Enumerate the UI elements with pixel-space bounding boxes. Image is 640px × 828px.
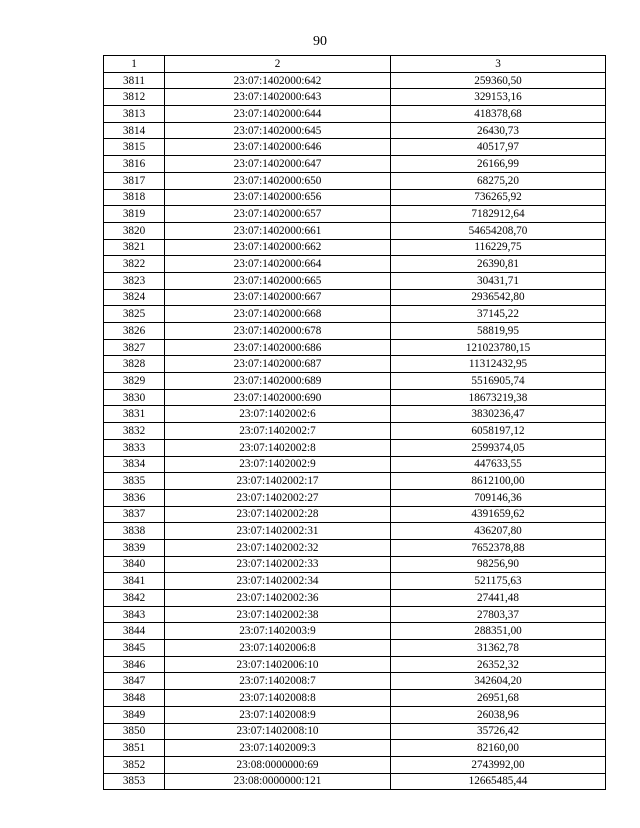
row-number-cell: 3841 (104, 573, 165, 590)
value-cell: 58819,95 (391, 323, 606, 340)
table-row (104, 623, 606, 640)
cadastral-number-cell: 23:08:0000000:121 (165, 773, 391, 790)
cadastral-number-cell: 23:07:1402000:642 (165, 72, 391, 89)
row-number-cell: 3811 (104, 72, 165, 89)
table-row (104, 206, 606, 223)
value-cell: 116229,75 (391, 239, 606, 256)
cadastral-number-cell: 23:07:1402000:678 (165, 323, 391, 340)
cadastral-number-cell: 23:07:1402000:646 (165, 139, 391, 156)
table-row (104, 256, 606, 273)
cadastral-number-cell: 23:07:1402000:667 (165, 289, 391, 306)
value-cell: 3830236,47 (391, 406, 606, 423)
table-row (104, 239, 606, 256)
row-number-cell: 3832 (104, 423, 165, 440)
value-cell: 447633,55 (391, 456, 606, 473)
table-row (104, 356, 606, 373)
cadastral-number-cell: 23:07:1402002:7 (165, 423, 391, 440)
row-number-cell: 3826 (104, 323, 165, 340)
table-row (104, 222, 606, 239)
table-row (104, 423, 606, 440)
value-cell: 709146,36 (391, 489, 606, 506)
value-cell: 26390,81 (391, 256, 606, 273)
cadastral-number-cell: 23:07:1402002:34 (165, 573, 391, 590)
row-number-cell: 3814 (104, 122, 165, 139)
table-row (104, 172, 606, 189)
row-number-cell: 3827 (104, 339, 165, 356)
table-row (104, 573, 606, 590)
table-row (104, 139, 606, 156)
row-number-cell: 3828 (104, 356, 165, 373)
value-cell: 68275,20 (391, 172, 606, 189)
table-row (104, 690, 606, 707)
value-cell: 54654208,70 (391, 222, 606, 239)
cadastral-number-cell: 23:07:1402000:664 (165, 256, 391, 273)
cadastral-number-cell: 23:07:1402000:690 (165, 389, 391, 406)
value-cell: 37145,22 (391, 306, 606, 323)
table-row (104, 289, 606, 306)
table-row (104, 556, 606, 573)
row-number-cell: 3835 (104, 473, 165, 490)
table-row (104, 189, 606, 206)
cadastral-number-cell: 23:07:1402008:8 (165, 690, 391, 707)
cadastral-number-cell: 23:07:1402002:6 (165, 406, 391, 423)
table-row (104, 106, 606, 123)
value-cell: 342604,20 (391, 673, 606, 690)
value-cell: 12665485,44 (391, 773, 606, 790)
cadastral-number-cell: 23:07:1402002:27 (165, 489, 391, 506)
table-row (104, 656, 606, 673)
cadastral-number-cell: 23:07:1402000:657 (165, 206, 391, 223)
value-cell: 418378,68 (391, 106, 606, 123)
row-number-cell: 3833 (104, 439, 165, 456)
table-row (104, 606, 606, 623)
value-cell: 7652378,88 (391, 539, 606, 556)
cadastral-number-cell: 23:07:1402002:17 (165, 473, 391, 490)
cadastral-number-cell: 23:08:0000000:69 (165, 756, 391, 773)
table-row (104, 473, 606, 490)
row-number-cell: 3816 (104, 156, 165, 173)
cadastral-number-cell: 23:07:1402002:31 (165, 523, 391, 540)
cadastral-number-cell: 23:07:1402000:668 (165, 306, 391, 323)
row-number-cell: 3829 (104, 373, 165, 390)
value-cell: 2936542,80 (391, 289, 606, 306)
row-number-cell: 3822 (104, 256, 165, 273)
table-body (104, 72, 606, 790)
value-cell: 259360,50 (391, 72, 606, 89)
table-row (104, 590, 606, 607)
value-cell: 4391659,62 (391, 506, 606, 523)
value-cell: 521175,63 (391, 573, 606, 590)
cadastral-number-cell: 23:07:1402000:689 (165, 373, 391, 390)
row-number-cell: 3839 (104, 539, 165, 556)
table-row (104, 323, 606, 340)
table-row (104, 272, 606, 289)
data-table (103, 55, 606, 790)
table-row (104, 439, 606, 456)
table-row (104, 640, 606, 657)
table-row (104, 523, 606, 540)
value-cell: 26951,68 (391, 690, 606, 707)
value-cell: 288351,00 (391, 623, 606, 640)
row-number-cell: 3820 (104, 222, 165, 239)
cadastral-number-cell: 23:07:1402008:10 (165, 723, 391, 740)
value-cell: 98256,90 (391, 556, 606, 573)
value-cell: 8612100,00 (391, 473, 606, 490)
table-row (104, 723, 606, 740)
table-row (104, 389, 606, 406)
column-header-1: 1 (104, 56, 165, 73)
table-row (104, 72, 606, 89)
value-cell: 6058197,12 (391, 423, 606, 440)
row-number-cell: 3842 (104, 590, 165, 607)
value-cell: 11312432,95 (391, 356, 606, 373)
value-cell: 30431,71 (391, 272, 606, 289)
cadastral-number-cell: 23:07:1402006:10 (165, 656, 391, 673)
cadastral-number-cell: 23:07:1402006:8 (165, 640, 391, 657)
cadastral-number-cell: 23:07:1402008:7 (165, 673, 391, 690)
row-number-cell: 3844 (104, 623, 165, 640)
row-number-cell: 3819 (104, 206, 165, 223)
table-row (104, 756, 606, 773)
value-cell: 27803,37 (391, 606, 606, 623)
table-row (104, 740, 606, 757)
table-row (104, 673, 606, 690)
table-row (104, 156, 606, 173)
row-number-cell: 3818 (104, 189, 165, 206)
table-row (104, 406, 606, 423)
row-number-cell: 3836 (104, 489, 165, 506)
cadastral-number-cell: 23:07:1402000:643 (165, 89, 391, 106)
row-number-cell: 3825 (104, 306, 165, 323)
column-header-2: 2 (165, 56, 391, 73)
row-number-cell: 3837 (104, 506, 165, 523)
row-number-cell: 3813 (104, 106, 165, 123)
row-number-cell: 3849 (104, 706, 165, 723)
cadastral-number-cell: 23:07:1402000:686 (165, 339, 391, 356)
row-number-cell: 3838 (104, 523, 165, 540)
row-number-cell: 3821 (104, 239, 165, 256)
row-number-cell: 3830 (104, 389, 165, 406)
value-cell: 436207,80 (391, 523, 606, 540)
value-cell: 26430,73 (391, 122, 606, 139)
table-row (104, 506, 606, 523)
cadastral-number-cell: 23:07:1402000:656 (165, 189, 391, 206)
value-cell: 26166,99 (391, 156, 606, 173)
cadastral-number-cell: 23:07:1402002:9 (165, 456, 391, 473)
cadastral-number-cell: 23:07:1402000:650 (165, 172, 391, 189)
row-number-cell: 3812 (104, 89, 165, 106)
table-row (104, 122, 606, 139)
cadastral-number-cell: 23:07:1402002:33 (165, 556, 391, 573)
row-number-cell: 3852 (104, 756, 165, 773)
value-cell: 736265,92 (391, 189, 606, 206)
row-number-cell: 3815 (104, 139, 165, 156)
value-cell: 18673219,38 (391, 389, 606, 406)
cadastral-number-cell: 23:07:1402002:8 (165, 439, 391, 456)
row-number-cell: 3823 (104, 272, 165, 289)
cadastral-number-cell: 23:07:1402002:28 (165, 506, 391, 523)
row-number-cell: 3851 (104, 740, 165, 757)
cadastral-number-cell: 23:07:1402000:662 (165, 239, 391, 256)
cadastral-number-cell: 23:07:1402000:647 (165, 156, 391, 173)
cadastral-number-cell: 23:07:1402000:665 (165, 272, 391, 289)
value-cell: 27441,48 (391, 590, 606, 607)
cadastral-number-cell: 23:07:1402002:36 (165, 590, 391, 607)
cadastral-number-cell: 23:07:1402008:9 (165, 706, 391, 723)
row-number-cell: 3847 (104, 673, 165, 690)
value-cell: 5516905,74 (391, 373, 606, 390)
table-row (104, 89, 606, 106)
row-number-cell: 3845 (104, 640, 165, 657)
cadastral-number-cell: 23:07:1402002:32 (165, 539, 391, 556)
column-header-3: 3 (391, 56, 606, 73)
row-number-cell: 3817 (104, 172, 165, 189)
row-number-cell: 3843 (104, 606, 165, 623)
cadastral-number-cell: 23:07:1402000:645 (165, 122, 391, 139)
page-number: 90 (313, 34, 327, 49)
row-number-cell: 3850 (104, 723, 165, 740)
table-row (104, 489, 606, 506)
value-cell: 329153,16 (391, 89, 606, 106)
cadastral-number-cell: 23:07:1402002:38 (165, 606, 391, 623)
row-number-cell: 3846 (104, 656, 165, 673)
table-row (104, 706, 606, 723)
cadastral-number-cell: 23:07:1402000:687 (165, 356, 391, 373)
table-row (104, 306, 606, 323)
row-number-cell: 3840 (104, 556, 165, 573)
value-cell: 26352,32 (391, 656, 606, 673)
cadastral-number-cell: 23:07:1402009:3 (165, 740, 391, 757)
value-cell: 40517,97 (391, 139, 606, 156)
table-row (104, 456, 606, 473)
cadastral-number-cell: 23:07:1402000:661 (165, 222, 391, 239)
row-number-cell: 3831 (104, 406, 165, 423)
table-row (104, 339, 606, 356)
table-row (104, 773, 606, 790)
value-cell: 26038,96 (391, 706, 606, 723)
value-cell: 121023780,15 (391, 339, 606, 356)
cadastral-number-cell: 23:07:1402000:644 (165, 106, 391, 123)
table-header-row (104, 56, 606, 73)
cadastral-number-cell: 23:07:1402003:9 (165, 623, 391, 640)
row-number-cell: 3848 (104, 690, 165, 707)
value-cell: 31362,78 (391, 640, 606, 657)
value-cell: 2743992,00 (391, 756, 606, 773)
table-row (104, 373, 606, 390)
value-cell: 82160,00 (391, 740, 606, 757)
row-number-cell: 3824 (104, 289, 165, 306)
row-number-cell: 3853 (104, 773, 165, 790)
value-cell: 35726,42 (391, 723, 606, 740)
table-row (104, 539, 606, 556)
value-cell: 7182912,64 (391, 206, 606, 223)
row-number-cell: 3834 (104, 456, 165, 473)
value-cell: 2599374,05 (391, 439, 606, 456)
